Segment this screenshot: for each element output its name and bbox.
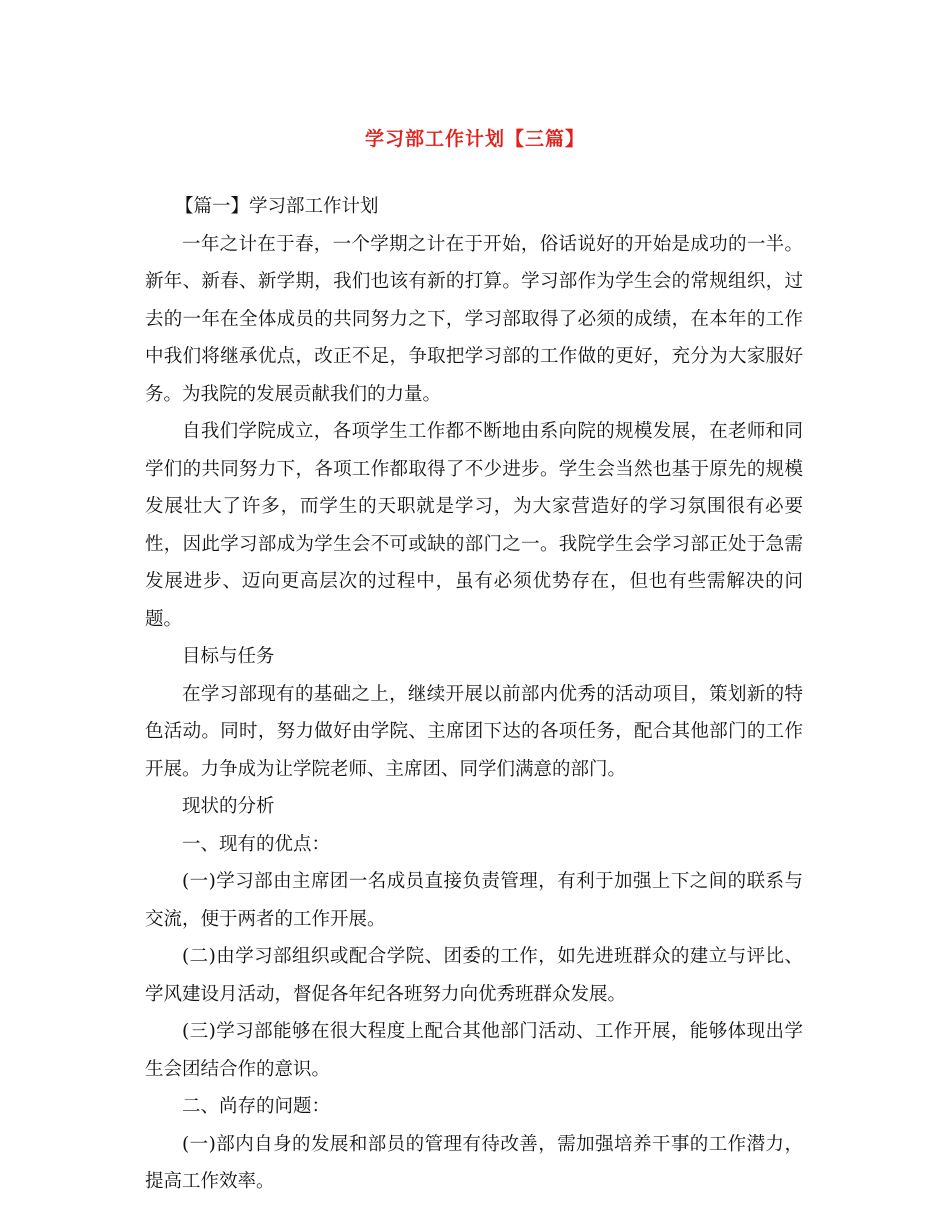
list-item: (一)部内自身的发展和部员的管理有待改善，需加强培养干事的工作潜力，提高工作效率。 (145, 1133, 803, 1192)
paragraph: 在学习部现有的基础之上，继续开展以前部内优秀的活动项目，策划新的特色活动。同时，努力做好由学院、主席团下达的各项任务，配合其他部门的工作开展。力争成为让学院老师、主席团、同学们满意的部门。 (145, 683, 803, 780)
section-heading: 【篇一】学习部工作计划 (175, 196, 379, 217)
paragraph: 自我们学院成立，各项学生工作都不断地由系向院的规模发展，在老师和同学们的共同努力下，各项工作都取得了不少进步。学生会当然也基于原先的规模发展壮大了许多，而学生的天职就是学习，为大家营造好的学习氛围很有必要性，因此学习部成为学生会不可或缺的部门之一。我院学生会学习部正处于急需发展进步、迈向更高层次的过程中，虽有必须优势存在，但也有些需解决的问题。 (145, 421, 803, 630)
subheading: 目标与任务 (182, 646, 275, 667)
list-item: (三)学习部能够在很大程度上配合其他部门活动、工作开展，能够体现出学生会团结合作的意识。 (145, 1021, 803, 1080)
list-item: (二)由学习部组织或配合学院、团委的工作，如先进班群众的建立与评比、学风建设月活动，督促各年纪各班努力向优秀班群众发展。 (145, 946, 803, 1005)
paragraph: 一年之计在于春，一个学期之计在于开始，俗话说好的开始是成功的一半。新年、新春、新学期，我们也该有新的打算。学习部作为学生会的常规组织，过去的一年在全体成员的共同努力之下，学习部取得了必须的成绩，在本年的工作中我们将继承优点，改正不足，争取把学习部的工作做的更好，充分为大家服好务。为我院的发展贡献我们的力量。 (145, 233, 803, 405)
document-body (145, 188, 803, 1201)
document-title: 学习部工作计划【三篇】 (364, 128, 585, 150)
subheading: 一、现有的优点： (182, 833, 331, 855)
subheading: 二、尚存的问题： (182, 1096, 331, 1117)
subheading: 现状的分析 (182, 796, 275, 817)
list-item: (一)学习部由主席团一名成员直接负责管理，有利于加强上下之间的联系与交流，便于两者的工作开展。 (145, 871, 803, 930)
